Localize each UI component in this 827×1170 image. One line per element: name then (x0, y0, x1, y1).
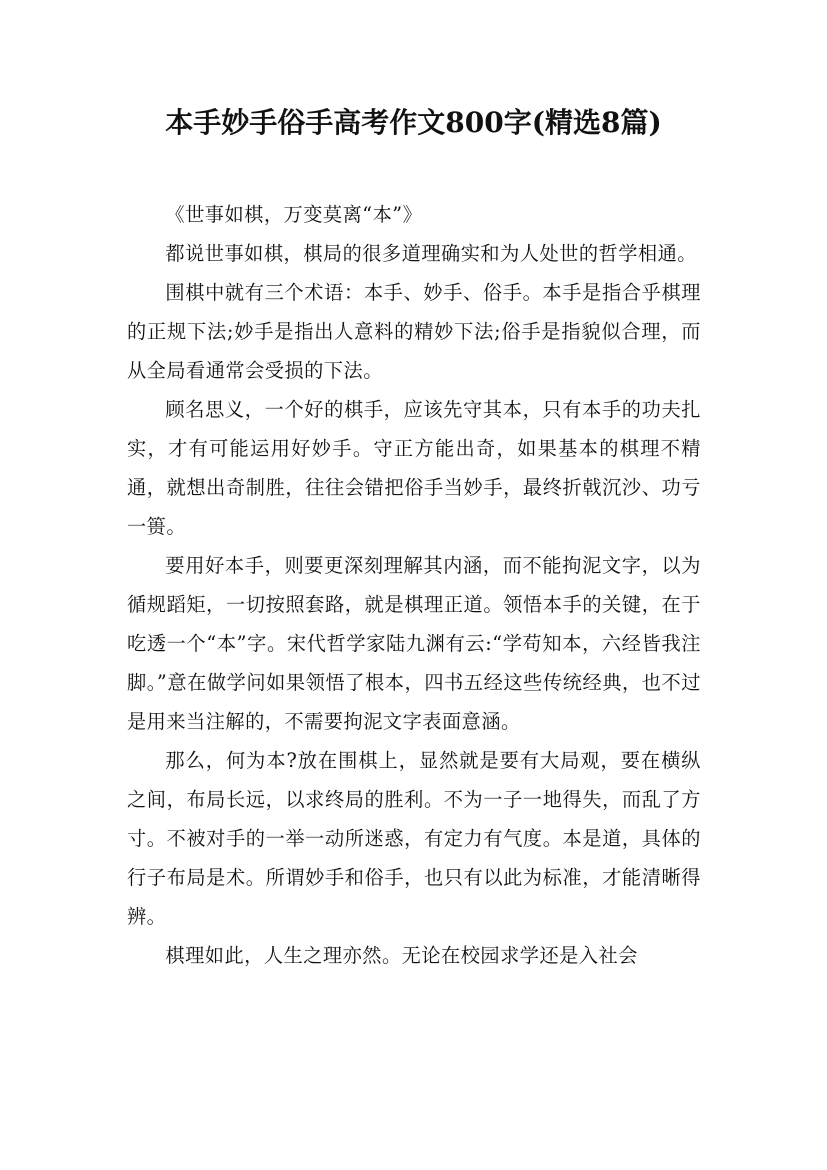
paragraph-4: 要用好本手，则要更深刻理解其内涵，而不能拘泥文字，以为循规蹈矩，一切按照套路，就是棋理正道。领悟本手的关键，在于吃透一个“本”字。宋代哲学家陆九渊有云:“学苟知本，六经皆我注脚。”意在做学问如果领悟了根本，四书五经这些传统经典，也不过是用来当注解的，不需要拘泥文字表面意涵。 (127, 554, 701, 733)
document-title: 本手妙手俗手高考作文800字(精选8篇) (165, 106, 662, 139)
paragraph-5: 那么，何为本?放在围棋上，显然就是要有大局观，要在横纵之间，布局长远，以求终局的胜利。不为一子一地得失，而乱了方寸。不被对手的一举一动所迷惑，有定力有气度。本是道，具体的行子布局是术。所谓妙手和俗手，也只有以此为标准，才能清晰得辨。 (127, 749, 701, 928)
article-subtitle: 《世事如棋，万变莫离“本”》 (165, 203, 423, 226)
article-body (127, 195, 701, 975)
paragraph-1: 都说世事如棋，棋局的很多道理确实和为人处世的哲学相通。 (165, 242, 697, 265)
paragraph-3: 顾名思义，一个好的棋手，应该先守其本，只有本手的功夫扎实，才有可能运用好妙手。守正方能出奇，如果基本的棋理不精通，就想出奇制胜，往往会错把俗手当妙手，最终折戟沉沙、功亏一篑。 (127, 398, 701, 538)
paragraph-6: 棋理如此，人生之理亦然。无论在校园求学还是入社会 (165, 944, 638, 967)
paragraph-2: 围棋中就有三个术语：本手、妙手、俗手。本手是指合乎棋理的正规下法;妙手是指出人意料的精妙下法;俗手是指貌似合理，而从全局看通常会受损的下法。 (127, 281, 701, 382)
